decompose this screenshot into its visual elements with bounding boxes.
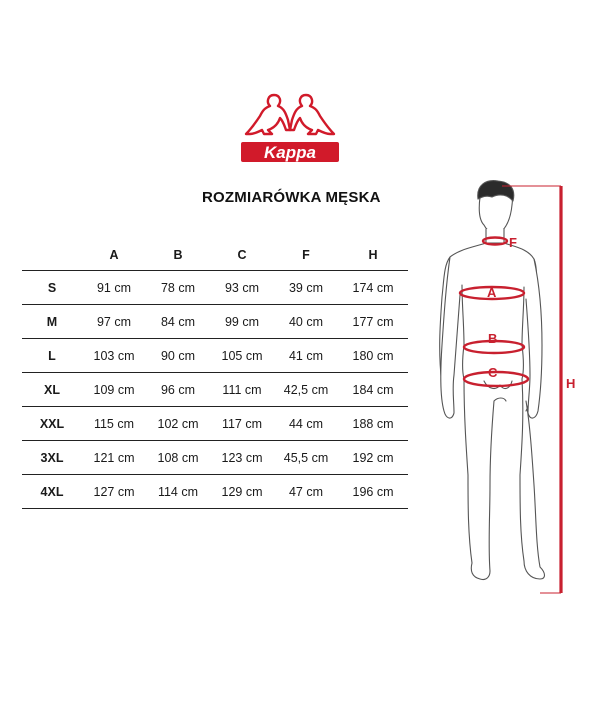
value-cell: 115 cm: [82, 407, 146, 441]
kappa-logo: [238, 86, 342, 166]
value-cell: 108 cm: [146, 441, 210, 475]
value-cell: 174 cm: [338, 271, 408, 305]
value-cell: 127 cm: [82, 475, 146, 509]
value-cell: 91 cm: [82, 271, 146, 305]
value-cell: 102 cm: [146, 407, 210, 441]
label-c: C: [488, 365, 498, 380]
table-header-row: [22, 240, 408, 271]
value-cell: 114 cm: [146, 475, 210, 509]
value-cell: 45,5 cm: [274, 441, 338, 475]
kappa-wordmark: Kappa: [264, 143, 316, 162]
value-cell: 84 cm: [146, 305, 210, 339]
value-cell: 192 cm: [338, 441, 408, 475]
value-cell: 188 cm: [338, 407, 408, 441]
size-cell: M: [22, 305, 82, 339]
label-h: H: [566, 376, 576, 391]
column-header-c: C: [237, 248, 247, 262]
size-cell: 4XL: [22, 475, 82, 509]
label-a: A: [487, 285, 497, 300]
table-row: [22, 339, 408, 373]
kappa-silhouette-right-icon: [290, 95, 334, 134]
value-cell: 96 cm: [146, 373, 210, 407]
value-cell: 40 cm: [274, 305, 338, 339]
column-header-b: B: [173, 248, 183, 262]
value-cell: 184 cm: [338, 373, 408, 407]
value-cell: 44 cm: [274, 407, 338, 441]
label-b: B: [488, 331, 498, 346]
value-cell: 97 cm: [82, 305, 146, 339]
table-row: [22, 441, 408, 475]
size-cell: XL: [22, 373, 82, 407]
table-row: [22, 305, 408, 339]
table-row: [22, 475, 408, 509]
value-cell: 90 cm: [146, 339, 210, 373]
table-row: [22, 373, 408, 407]
value-cell: 196 cm: [338, 475, 408, 509]
value-cell: 41 cm: [274, 339, 338, 373]
value-cell: 105 cm: [210, 339, 274, 373]
value-cell: 180 cm: [338, 339, 408, 373]
table-row: [22, 407, 408, 441]
neck-outline: [486, 229, 504, 243]
value-cell: 111 cm: [210, 373, 274, 407]
size-table: [22, 240, 408, 509]
column-header-a: A: [109, 248, 119, 262]
value-cell: 39 cm: [274, 271, 338, 305]
value-cell: 47 cm: [274, 475, 338, 509]
value-cell: 99 cm: [210, 305, 274, 339]
value-cell: 117 cm: [210, 407, 274, 441]
value-cell: 121 cm: [82, 441, 146, 475]
value-cell: 42,5 cm: [274, 373, 338, 407]
size-cell: L: [22, 339, 82, 373]
value-cell: 129 cm: [210, 475, 274, 509]
size-cell: S: [22, 271, 82, 305]
value-cell: 123 cm: [210, 441, 274, 475]
value-cell: 177 cm: [338, 305, 408, 339]
size-cell: 3XL: [22, 441, 82, 475]
value-cell: 78 cm: [146, 271, 210, 305]
page-title: ROZMIARÓWKA MĘSKA: [202, 189, 381, 206]
kappa-silhouette-left-icon: [246, 95, 290, 134]
column-header-h: H: [368, 248, 378, 262]
body-measurement-figure: [420, 175, 600, 605]
column-header-size: [22, 240, 82, 271]
value-cell: 109 cm: [82, 373, 146, 407]
label-f: F: [509, 235, 517, 250]
column-header-f: F: [302, 248, 310, 262]
size-cell: XXL: [22, 407, 82, 441]
table-row: [22, 271, 408, 305]
value-cell: 93 cm: [210, 271, 274, 305]
value-cell: 103 cm: [82, 339, 146, 373]
